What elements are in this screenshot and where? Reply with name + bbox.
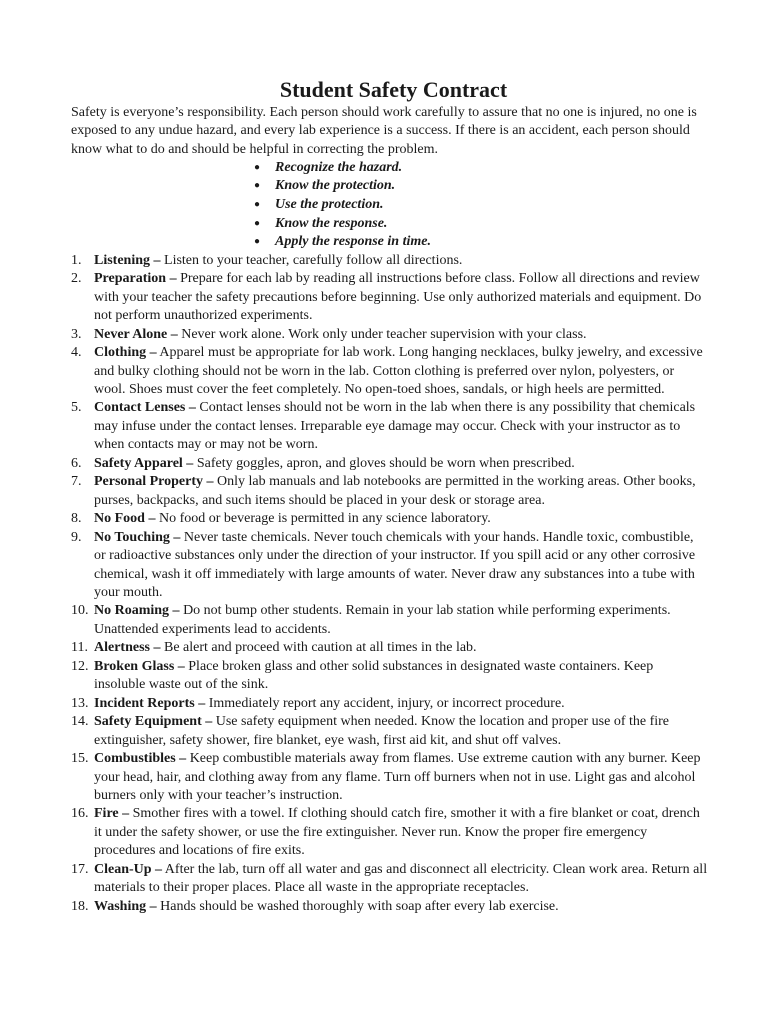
rule-text: Do not bump other students. Remain in your lab station while performing experiments. Unattended experiments lead to accidents.: [94, 603, 671, 637]
safety-step: ● Know the response.: [249, 215, 708, 234]
rule-heading: Clean-Up –: [94, 861, 163, 877]
safety-step: ● Recognize the hazard.: [249, 159, 708, 178]
rule-text: Smother fires with a towel. If clothing should catch fire, smother it with a fire blanket or coat, drench it under the safety shower, or use the fire extinguisher. Never run. Know the proper fire emergency procedures and locations of fire exits.: [94, 806, 700, 859]
rule-heading: Washing –: [94, 898, 157, 914]
rule-item: [71, 326, 708, 344]
rule-heading: Safety Apparel –: [94, 455, 194, 471]
rule-text: Apparel must be appropriate for lab work. Long hanging necklaces, bulky jewelry, and excessive and bulky clothing should not be worn in the lab. Cotton clothing is preferred over nylon, polyesters, or wool. Shoes must cover the feet completely. No open-toed shoes, sandals, or high heels are permitted.: [94, 345, 703, 398]
rule-item: [71, 473, 708, 510]
rule-item: [71, 695, 708, 713]
rule-text: Never work alone. Work only under teacher supervision with your class.: [177, 326, 587, 342]
bullet-icon: ●: [254, 217, 261, 229]
rule-item: [71, 270, 708, 325]
rule-text: Place broken glass and other solid substances in designated waste containers. Keep insoluble waste out of the sink.: [94, 658, 654, 693]
rule-item: [71, 252, 708, 270]
rule-text: Safety goggles, apron, and gloves should be worn when prescribed.: [193, 455, 575, 471]
rule-text: No food or beverage is permitted in any science laboratory.: [155, 511, 491, 527]
rule-text: After the lab, turn off all water and gas and disconnect all electricity. Clean work area. Return all materials to their proper places. Place all waste in the appropriate receptacles.: [94, 861, 708, 896]
rule-heading: Broken Glass –: [94, 658, 185, 674]
safety-step: ● Know the protection.: [249, 177, 708, 196]
rule-heading: Listening –: [94, 252, 161, 268]
rule-number: 16.: [71, 806, 89, 822]
rule-number: 10.: [71, 603, 89, 619]
rule-heading: Never Alone –: [94, 326, 178, 342]
safety-steps-list: [71, 159, 708, 252]
rule-item: [71, 658, 708, 695]
rule-number: 6.: [71, 455, 82, 471]
rule-number: 18.: [71, 898, 89, 914]
rule-item: [71, 639, 708, 657]
rule-item: [71, 529, 708, 603]
rule-number: 2.: [71, 271, 82, 287]
rule-text: Be alert and proceed with caution at all times in the lab.: [160, 640, 477, 656]
rule-heading: Contact Lenses –: [94, 400, 196, 416]
bullet-icon: ●: [254, 180, 261, 192]
safety-step: ● Apply the response in time.: [249, 233, 708, 252]
rule-item: [71, 510, 708, 528]
intro-paragraph: Safety is everyone’s responsibility. Each person should work carefully to assure that no one is injured, no one is exposed to any undue hazard, and every lab experience is a success. If there is an accident, each person should know what to do and should be helpful in correcting the problem.: [71, 105, 697, 157]
rule-heading: Clothing –: [94, 345, 157, 361]
rule-number: 13.: [71, 695, 89, 711]
bullet-icon: ●: [254, 199, 261, 211]
safety-step: ● Use the protection.: [249, 196, 708, 215]
rule-number: 5.: [71, 400, 82, 416]
rule-heading: No Roaming –: [94, 603, 180, 619]
rule-number: 14.: [71, 714, 89, 730]
rule-item: [71, 399, 708, 454]
rule-number: 4.: [71, 345, 82, 361]
rule-item: [71, 805, 708, 860]
rule-text: Listen to your teacher, carefully follow all directions.: [160, 252, 463, 268]
rule-number: 17.: [71, 861, 89, 877]
rule-item: [71, 750, 708, 805]
document-title: Student Safety Contract: [279, 77, 508, 102]
rule-text: Only lab manuals and lab notebooks are permitted in the working areas. Other books, purses, backpacks, and such items should be placed in your desk or storage area.: [94, 474, 696, 508]
rule-text: Prepare for each lab by reading all instructions before class. Follow all directions and review with your teacher the safety precautions before beginning. Use only authorized materials and equipment. Do not perform unauthorized experiments.: [94, 271, 702, 324]
rule-text: Use safety equipment when needed. Know the location and proper use of the fire extinguisher, safety shower, fire blanket, eye wash, first aid kit, and shut off valves.: [94, 714, 670, 748]
rules-list: [71, 252, 708, 916]
rule-heading: Safety Equipment –: [94, 714, 213, 730]
rule-number: 11.: [71, 640, 88, 656]
rule-number: 8.: [71, 511, 82, 527]
rule-heading: Alertness –: [94, 640, 161, 656]
rule-heading: No Food –: [94, 511, 156, 527]
rule-item: [71, 602, 708, 639]
rule-item: [71, 898, 708, 916]
rule-heading: Fire –: [94, 806, 130, 822]
rule-number: 12.: [71, 658, 89, 674]
rule-text: Immediately report any accident, injury, or incorrect procedure.: [205, 695, 565, 711]
bullet-icon: ●: [254, 161, 261, 173]
rule-number: 3.: [71, 326, 82, 342]
rule-item: [71, 455, 708, 473]
rule-number: 15.: [71, 751, 89, 767]
rule-heading: No Touching –: [94, 529, 181, 545]
bullet-icon: ●: [254, 236, 261, 248]
rule-text: Hands should be washed thoroughly with soap after every lab exercise.: [156, 898, 559, 914]
rule-heading: Incident Reports –: [94, 695, 206, 711]
rule-heading: Preparation –: [94, 271, 177, 287]
rule-number: 1.: [71, 252, 82, 268]
rule-item: [71, 861, 708, 898]
rule-item: [71, 713, 708, 750]
rule-text: Keep combustible materials away from flames. Use extreme caution with any burner. Keep your head, hair, and clothing away from any flame. Turn off burners when not in use. Light gas and alcohol burners only with your teacher’s instruction.: [94, 751, 701, 803]
rule-item: [71, 344, 708, 399]
rule-text: Never taste chemicals. Never touch chemicals with your hands. Handle toxic, combustible, or radioactive substances only under the direction of your instructor. If you spill acid or any other corrosive chemical, wash it off immediately with large amounts of water. Never draw any substances into a tube with your mouth.: [94, 529, 696, 601]
rule-heading: Combustibles –: [94, 751, 187, 767]
rule-heading: Personal Property –: [94, 474, 214, 490]
rule-text: Contact lenses should not be worn in the lab when there is any possibility that chemicals may infuse under the contact lenses. Irreparable eye damage may occur. Check with your instructor as to when contacts may or may not be worn.: [94, 400, 696, 453]
rule-number: 9.: [71, 529, 82, 545]
rule-number: 7.: [71, 474, 82, 490]
